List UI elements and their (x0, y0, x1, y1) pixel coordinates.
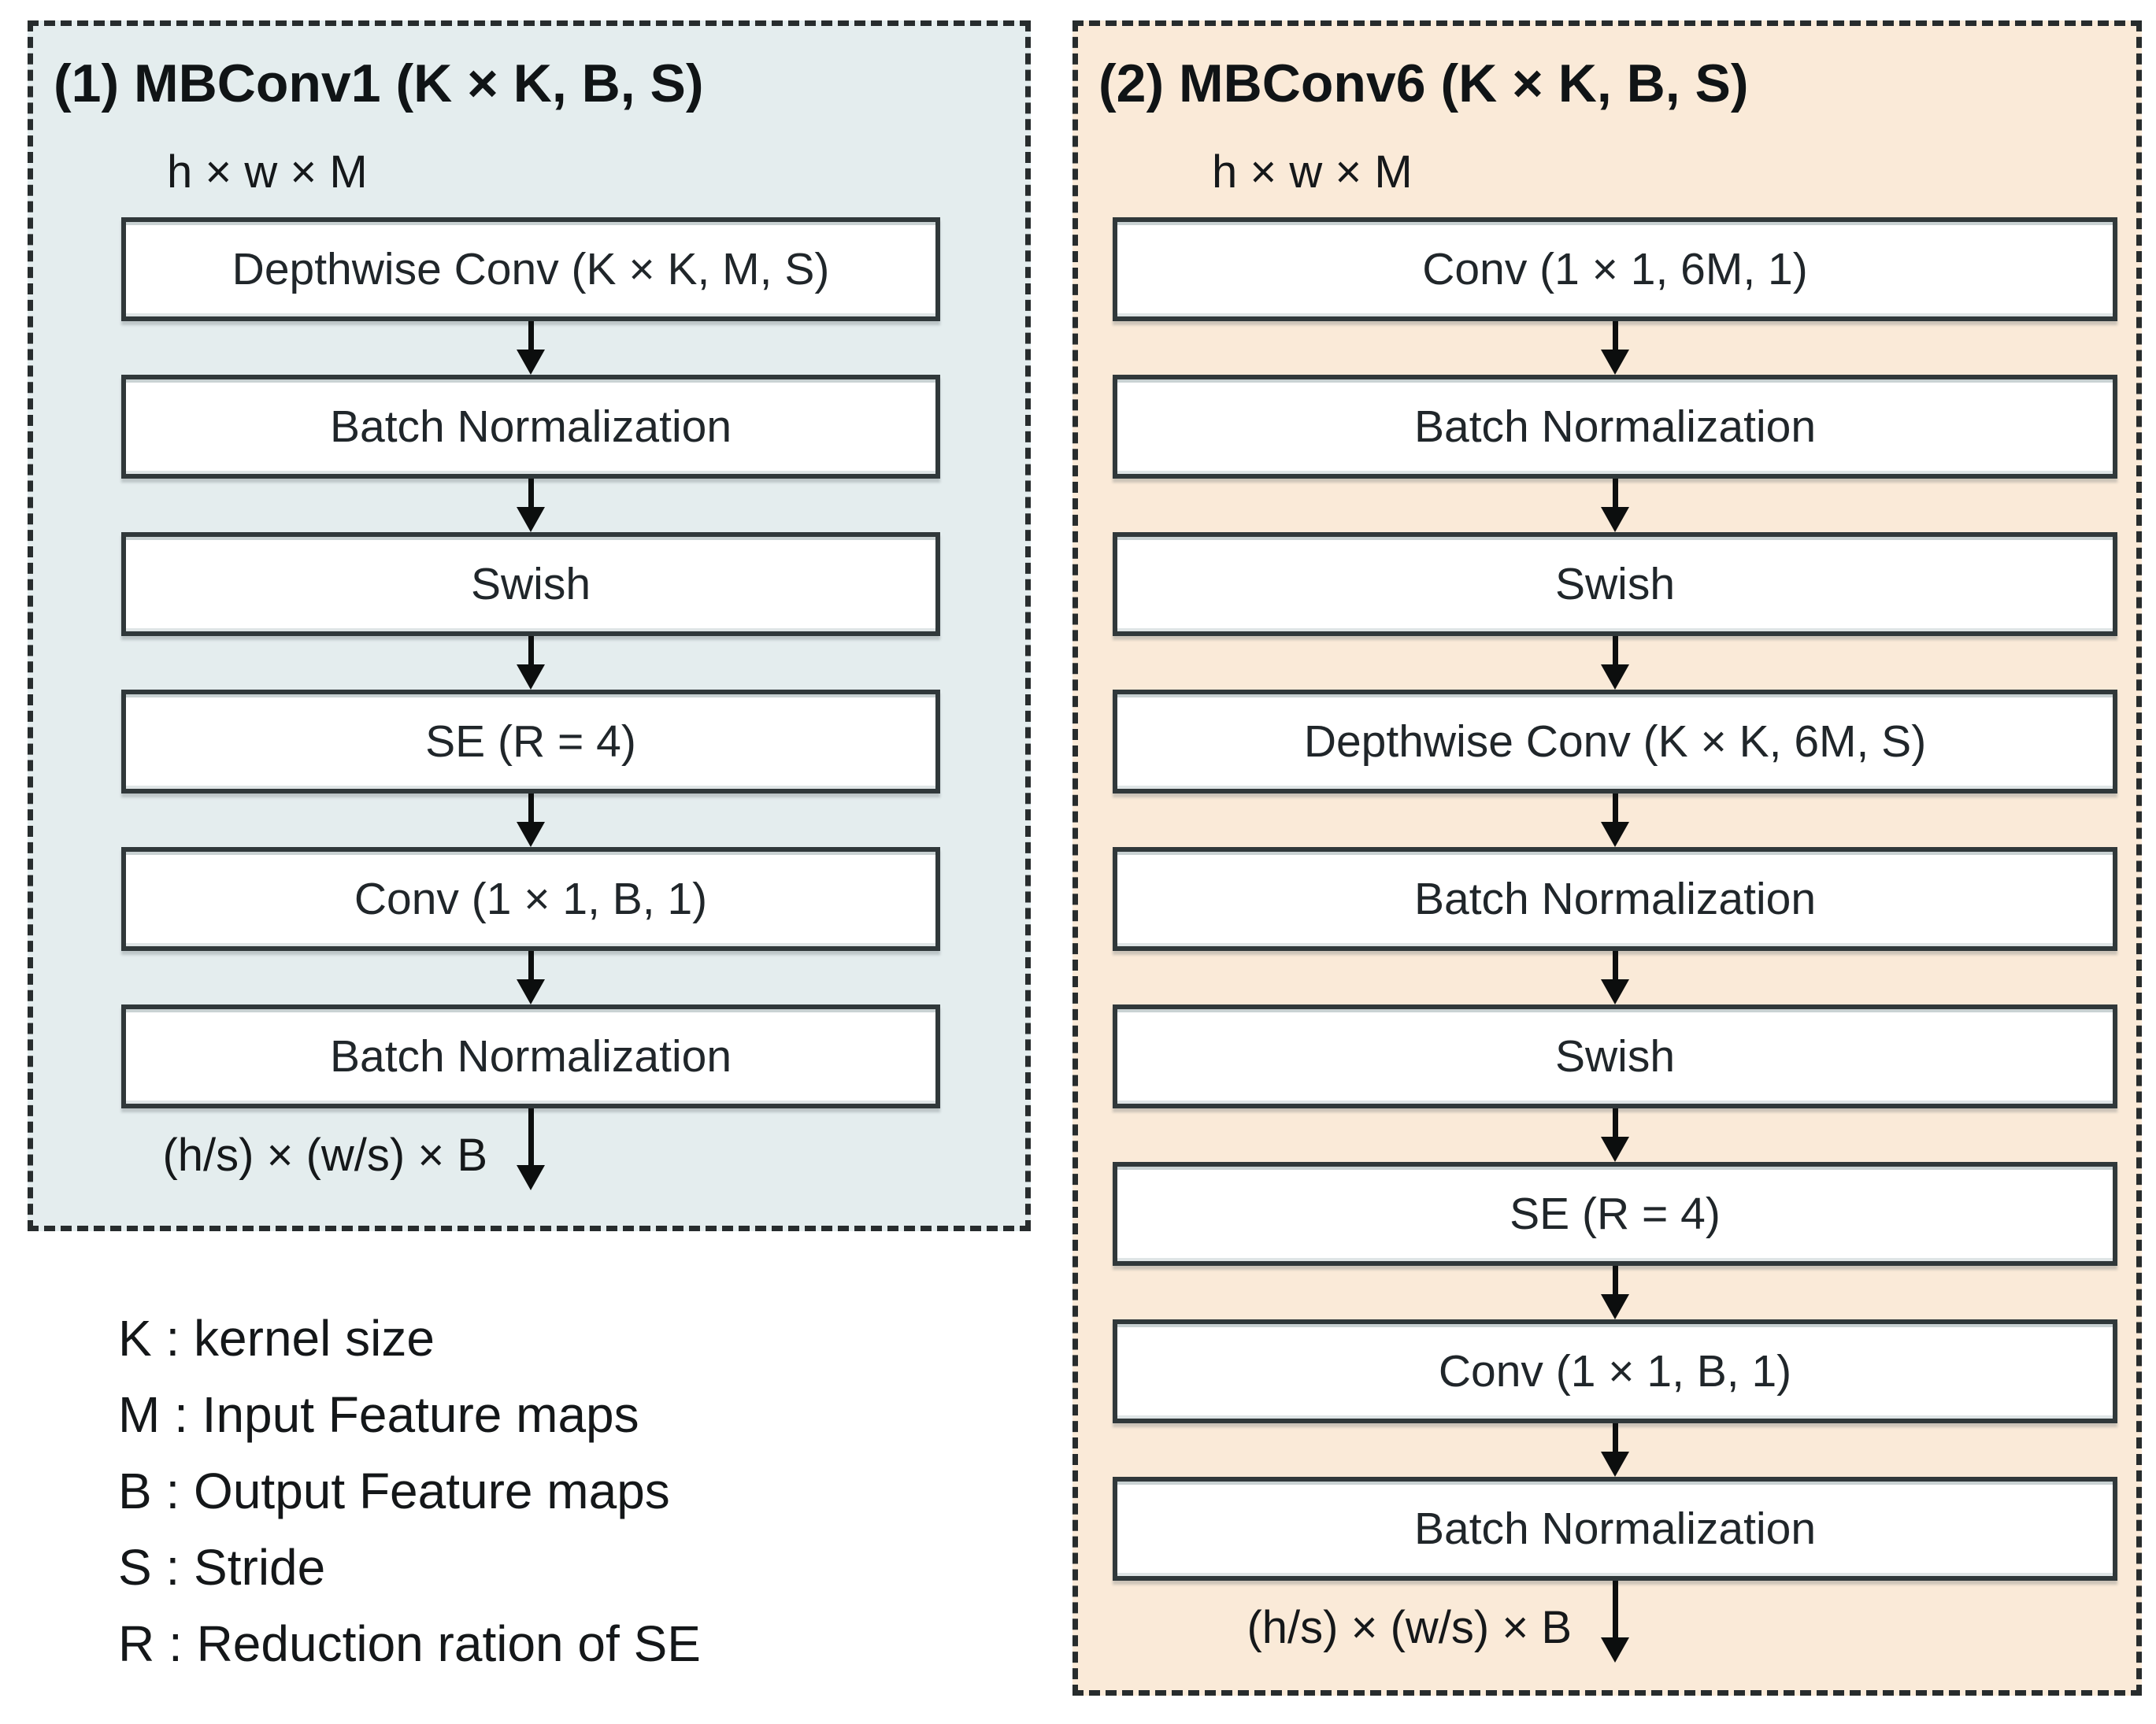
arrow-head (517, 350, 545, 375)
mbconv6-input-shape-label: h × w × M (1212, 146, 1413, 198)
mbconv1-output-flow (121, 1108, 940, 1211)
down-arrow-icon (1601, 1108, 1629, 1162)
legend-item-input-feature-maps: M : Input Feature maps (118, 1386, 639, 1443)
block-swish: Swish (1113, 532, 2117, 636)
mbconv1-panel (28, 20, 1031, 1231)
mbconv1-flow (121, 217, 940, 1108)
arrow-shaft (1613, 479, 1618, 507)
mbconv1-panel-title: (1) MBConv1 (K × K, B, S) (54, 54, 704, 113)
arrow-head (517, 1165, 545, 1190)
arrow-head (1601, 979, 1629, 1004)
arrow-head (1601, 1637, 1629, 1663)
mbconv6-output-row (1113, 1581, 2117, 1683)
down-arrow-icon (1601, 1266, 1629, 1319)
legend-item-output-feature-maps: B : Output Feature maps (118, 1463, 670, 1519)
block-se-r-4: SE (R = 4) (121, 690, 940, 794)
arrow-shaft (1613, 1581, 1618, 1637)
arrow-head (517, 979, 545, 1004)
block-swish: Swish (1113, 1004, 2117, 1108)
arrow-head (517, 507, 545, 532)
arrow-shaft (528, 636, 534, 664)
arrow-head (517, 822, 545, 847)
block-swish: Swish (121, 532, 940, 636)
block-batch-normalization: Batch Normalization (1113, 847, 2117, 951)
mbconv6-panel (1072, 20, 2142, 1696)
arrow-shaft (1613, 321, 1618, 350)
arrow-head (1601, 1452, 1629, 1477)
down-arrow-icon (517, 636, 545, 690)
block-depthwise-conv-k-k-6m-s: Depthwise Conv (K × K, 6M, S) (1113, 690, 2117, 794)
mbconv6-flow (1113, 217, 2117, 1581)
down-arrow-icon (1601, 636, 1629, 690)
arrow-head (1601, 1137, 1629, 1162)
legend-item-reduction-ration: R : Reduction ration of SE (118, 1615, 701, 1672)
arrow-shaft (1613, 636, 1618, 664)
arrow-head (1601, 507, 1629, 532)
arrow-head (1601, 822, 1629, 847)
arrow-shaft (528, 951, 534, 979)
arrow-head (1601, 664, 1629, 690)
arrow-shaft (528, 1108, 534, 1165)
down-arrow-icon (517, 321, 545, 375)
block-conv-1-1-6m-1: Conv (1 × 1, 6M, 1) (1113, 217, 2117, 321)
down-arrow-icon (1601, 479, 1629, 532)
block-se-r-4: SE (R = 4) (1113, 1162, 2117, 1266)
block-conv-1-1-b-1: Conv (1 × 1, B, 1) (121, 847, 940, 951)
legend-item-stride: S : Stride (118, 1539, 326, 1596)
mbconv1-output-shape-label: (h/s) × (w/s) × B (162, 1130, 487, 1181)
arrow-head (517, 664, 545, 690)
block-batch-normalization: Batch Normalization (121, 375, 940, 479)
arrow-shaft (1613, 951, 1618, 979)
down-arrow-icon (1601, 1581, 1629, 1663)
mbconv1-output-row (121, 1108, 940, 1211)
arrow-head (1601, 1294, 1629, 1319)
block-conv-1-1-b-1: Conv (1 × 1, B, 1) (1113, 1319, 2117, 1423)
mbconv6-panel-title: (2) MBConv6 (K × K, B, S) (1098, 54, 1749, 113)
down-arrow-icon (517, 951, 545, 1004)
arrow-shaft (1613, 1108, 1618, 1137)
down-arrow-icon (517, 794, 545, 847)
down-arrow-icon (1601, 951, 1629, 1004)
arrow-head (1601, 350, 1629, 375)
down-arrow-icon (517, 1108, 545, 1190)
legend (118, 1300, 701, 1682)
down-arrow-icon (1601, 321, 1629, 375)
down-arrow-icon (1601, 1423, 1629, 1477)
arrow-shaft (528, 479, 534, 507)
down-arrow-icon (517, 479, 545, 532)
block-batch-normalization: Batch Normalization (1113, 1477, 2117, 1581)
legend-item-kernel-size: K : kernel size (118, 1310, 435, 1367)
mbconv6-output-flow (1113, 1581, 2117, 1683)
arrow-shaft (1613, 1423, 1618, 1452)
arrow-shaft (1613, 1266, 1618, 1294)
mbconv1-input-shape-label: h × w × M (167, 146, 368, 198)
mbconv6-output-shape-label: (h/s) × (w/s) × B (1247, 1602, 1572, 1653)
block-depthwise-conv-k-k-m-s: Depthwise Conv (K × K, M, S) (121, 217, 940, 321)
down-arrow-icon (1601, 794, 1629, 847)
arrow-shaft (1613, 794, 1618, 822)
block-batch-normalization: Batch Normalization (121, 1004, 940, 1108)
block-batch-normalization: Batch Normalization (1113, 375, 2117, 479)
arrow-shaft (528, 794, 534, 822)
arrow-shaft (528, 321, 534, 350)
